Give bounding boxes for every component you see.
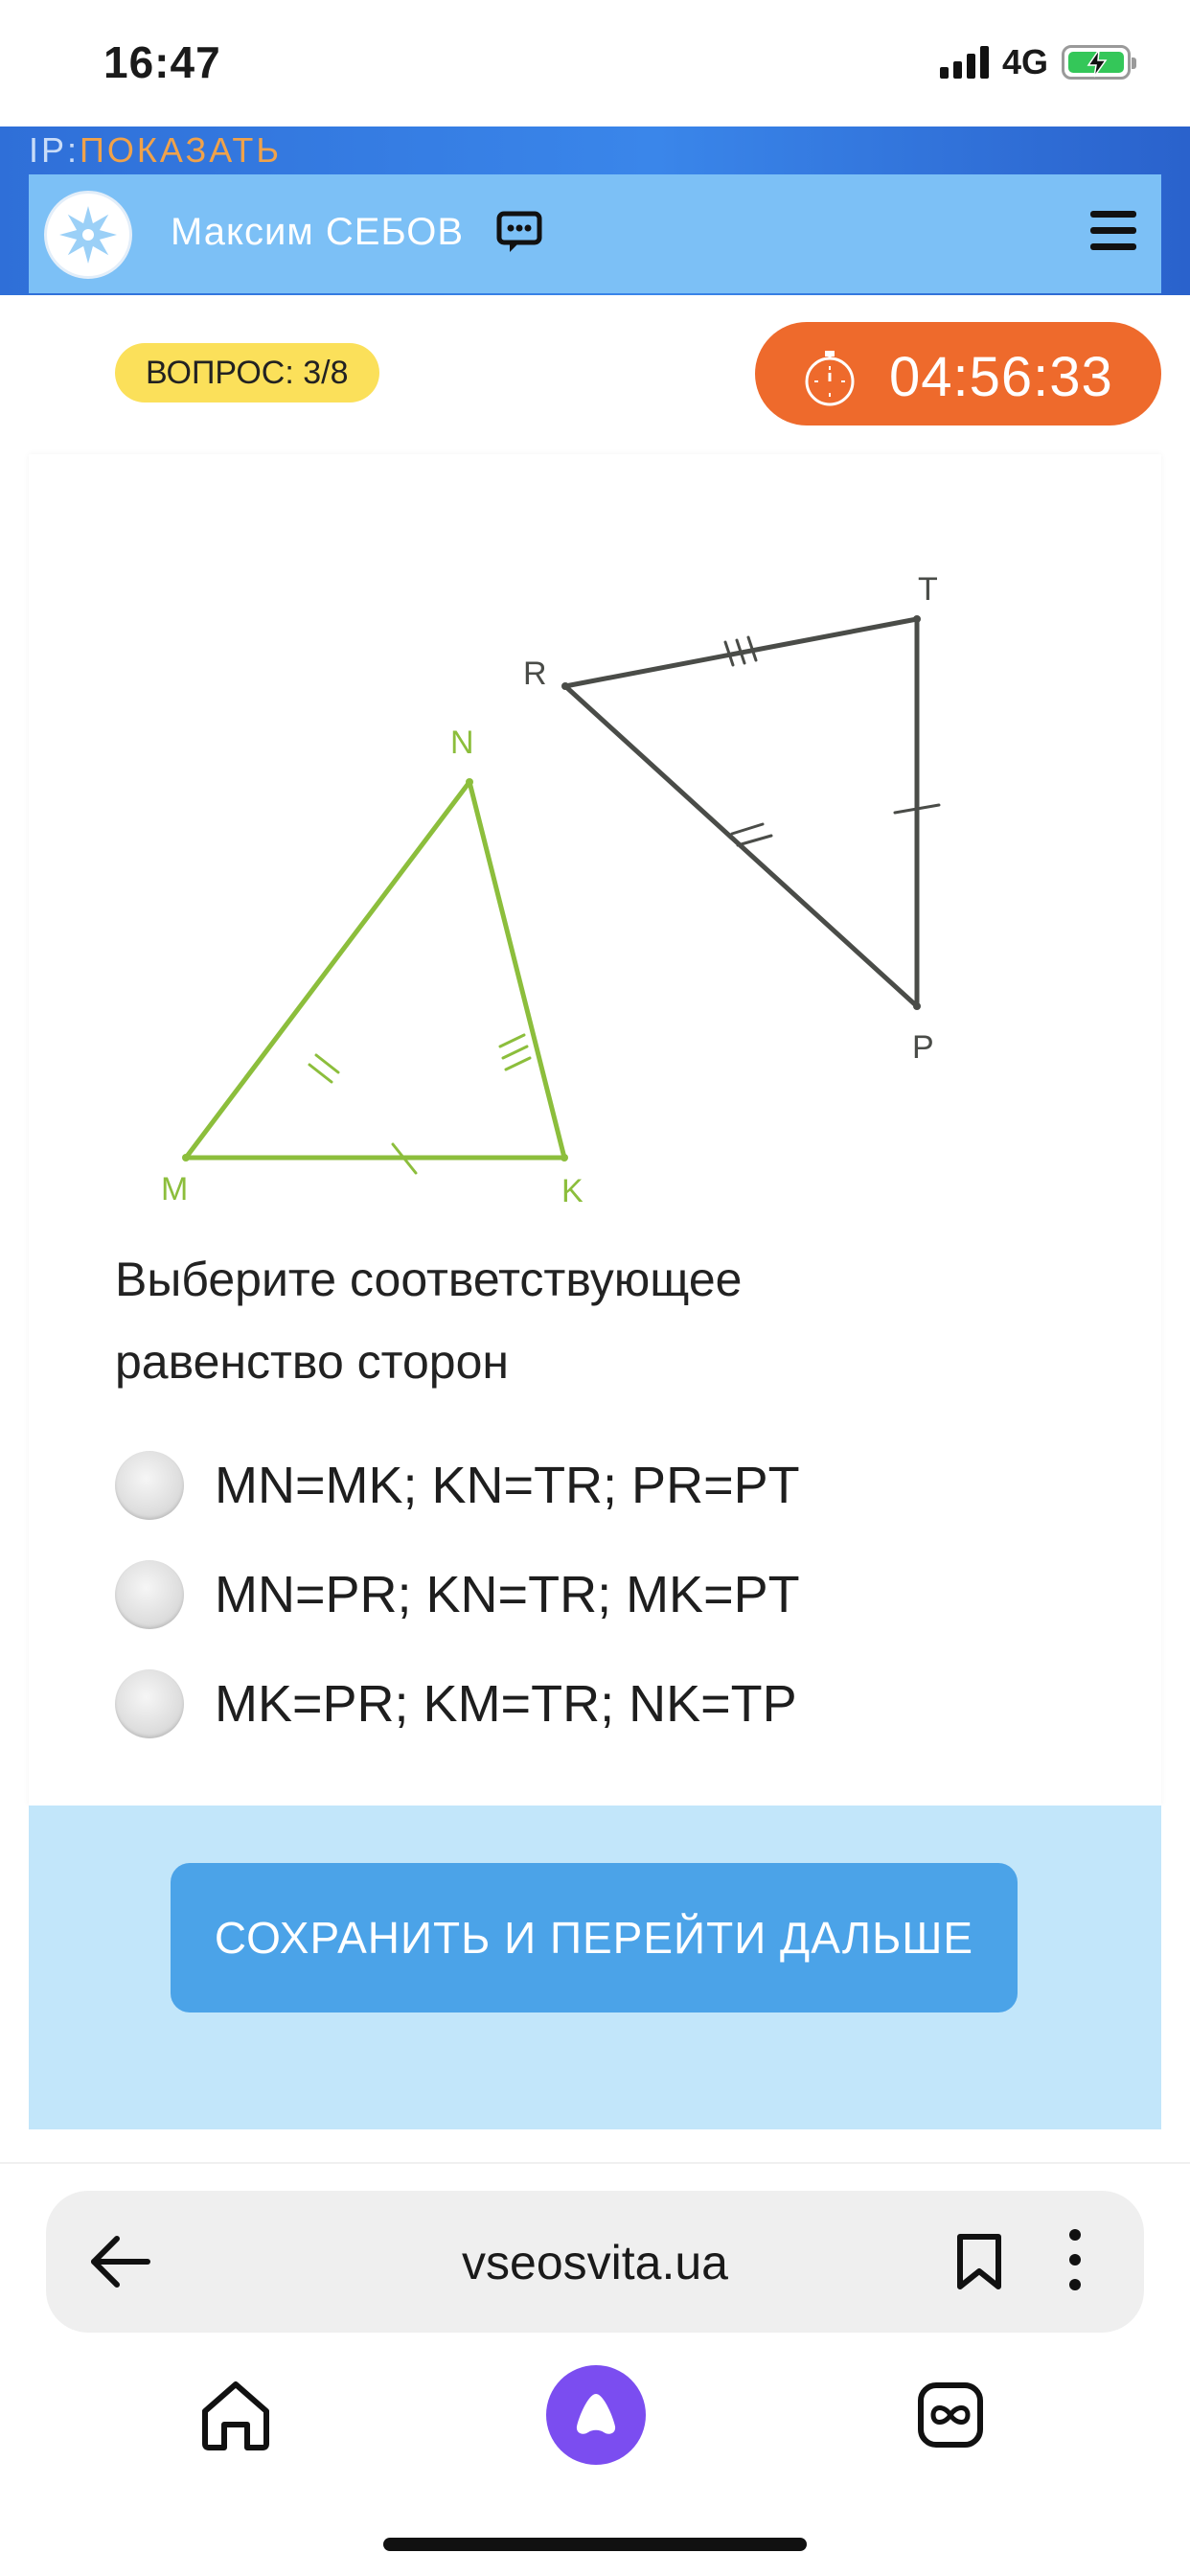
status-bar [0, 0, 1190, 126]
more-options-icon[interactable] [1069, 2229, 1083, 2304]
cellular-signal-icon [940, 46, 989, 79]
save-and-next-button[interactable]: СОХРАНИТЬ И ПЕРЕЙТИ ДАЛЬШЕ [171, 1863, 1018, 2012]
bookmark-icon[interactable] [954, 2231, 1004, 2297]
tabs-icon[interactable] [916, 2380, 985, 2454]
countdown-timer [755, 322, 1161, 426]
network-type: 4G [1001, 42, 1048, 81]
charging-bolt-icon [1086, 49, 1109, 78]
divider [0, 2162, 1190, 2164]
answer-option-3[interactable] [115, 1669, 797, 1738]
radio-button[interactable] [115, 1451, 184, 1520]
vertex-label-r: R [523, 656, 547, 692]
user-name[interactable]: Максим СЕБОВ [171, 211, 465, 253]
radio-button[interactable] [115, 1560, 184, 1629]
triangle-rtp [565, 619, 939, 1006]
alice-assistant-button[interactable] [546, 2365, 646, 2465]
answer-option-1[interactable] [115, 1451, 800, 1520]
user-bar [29, 174, 1161, 293]
browser-address-bar[interactable] [46, 2191, 1144, 2333]
home-indicator[interactable] [383, 2538, 807, 2551]
vertex-label-m: M [161, 1171, 189, 1208]
ip-line [29, 130, 282, 171]
answer-label[interactable]: MN=MK; KN=TR; PR=PT [215, 1457, 800, 1514]
logo-icon[interactable] [44, 191, 132, 279]
status-time: 16:47 [103, 37, 221, 87]
battery-icon [1062, 45, 1131, 80]
submit-section [29, 1806, 1161, 2129]
triangle-mnk-vertices [182, 778, 568, 1162]
home-icon[interactable] [197, 2377, 274, 2458]
triangles-figure [153, 540, 996, 1211]
show-ip-link[interactable]: ПОКАЗАТЬ [80, 130, 283, 170]
chat-icon[interactable] [496, 211, 542, 260]
radio-button[interactable] [115, 1669, 184, 1738]
vertex-label-p: P [912, 1029, 934, 1066]
url-text[interactable]: vseosvita.ua [462, 2236, 728, 2289]
answer-label[interactable]: MK=PR; KM=TR; NK=TP [215, 1675, 797, 1733]
question-card [29, 454, 1161, 1806]
menu-icon[interactable] [1090, 211, 1136, 260]
alice-icon [569, 2388, 623, 2442]
vertex-label-t: T [918, 571, 938, 608]
app-header [0, 126, 1190, 295]
answer-label[interactable]: MN=PR; KN=TR; MK=PT [215, 1566, 800, 1623]
question-counter-badge: ВОПРОС: 3/8 [115, 343, 379, 402]
stopwatch-icon [799, 347, 860, 413]
answer-option-2[interactable] [115, 1560, 800, 1629]
vertex-label-k: K [561, 1173, 584, 1209]
question-text: Выберите соответствующее равенство сторон [115, 1253, 743, 1389]
vertex-label-n: N [450, 724, 474, 761]
ip-label: IP: [29, 130, 80, 170]
triangle-mnk [186, 782, 564, 1173]
timer-value: 04:56:33 [889, 346, 1113, 408]
status-indicators [940, 42, 1131, 82]
